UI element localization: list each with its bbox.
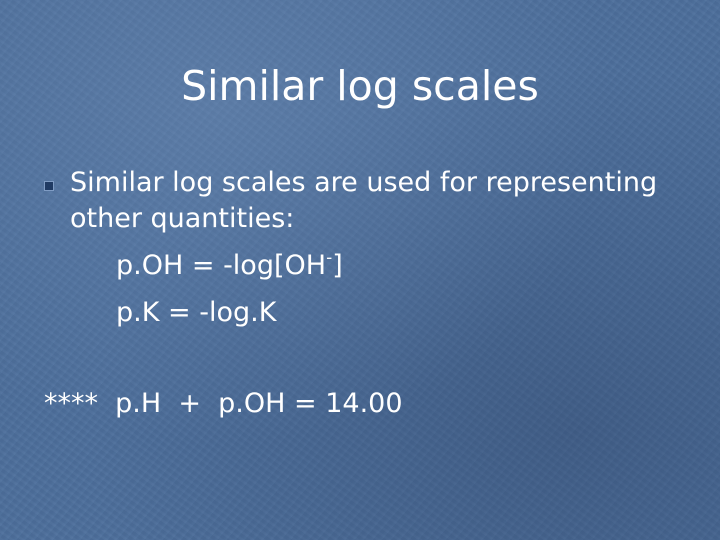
bullet-text: Similar log scales are used for representing other quantities:	[70, 167, 658, 234]
pk-formula: p.K = -log.K	[116, 297, 277, 328]
ph-poh-sum-note: **** p.H + p.OH = 14.00	[44, 388, 403, 419]
poh-formula	[116, 248, 343, 284]
poh-formula-rhs: ]	[332, 250, 343, 281]
slide-title: Similar log scales	[181, 62, 539, 110]
poh-formula-superscript: -	[326, 248, 333, 268]
bullet-item	[42, 165, 702, 237]
poh-formula-lhs: p.OH = -log[OH	[116, 250, 327, 281]
square-bullet-icon	[44, 181, 54, 191]
